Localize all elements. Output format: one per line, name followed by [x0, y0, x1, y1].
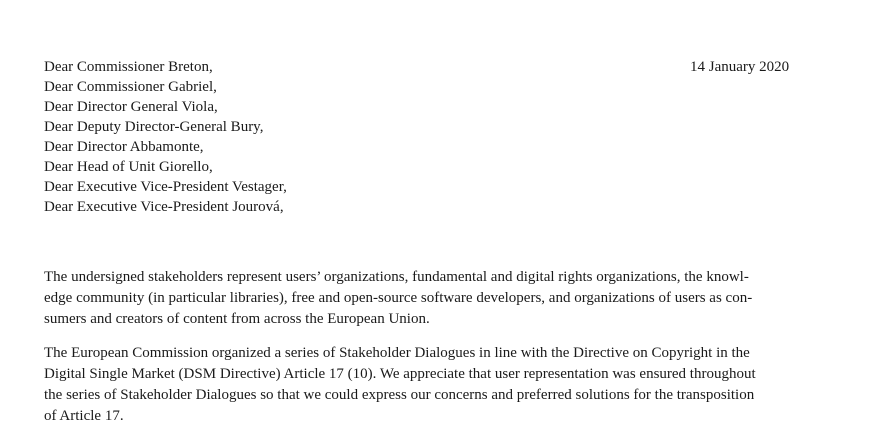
- salutation-line: Dear Head of Unit Giorello,: [44, 159, 213, 175]
- salutation-list: [44, 57, 644, 217]
- salutation-line: Dear Commissioner Gabriel,: [44, 79, 217, 95]
- salutation-line: Dear Director General Viola,: [44, 99, 218, 115]
- salutation-line: Dear Executive Vice-President Jourová,: [44, 199, 284, 215]
- salutation-line: Dear Director Abbamonte,: [44, 139, 204, 155]
- salutation-line: Dear Commissioner Breton,: [44, 59, 213, 75]
- paragraph-line: of Article 17.: [44, 408, 124, 424]
- paragraph-line: the series of Stakeholder Dialogues so that we could express our concerns and preferred solutions for the transposition: [44, 387, 755, 403]
- body-paragraph-dialogues: [44, 343, 756, 427]
- paragraph-line: Digital Single Market (DSM Directive) Article 17 (10). We appreciate that user representation was ensured throughout: [44, 366, 756, 382]
- paragraph-line: sumers and creators of content from across the European Union.: [44, 311, 430, 327]
- letter-date: 14 January 2020: [690, 59, 790, 75]
- paragraph-line: edge community (in particular libraries), free and open-source software developers, and organizations of users as con-: [44, 290, 753, 306]
- salutation-line: Dear Deputy Director-General Bury,: [44, 119, 264, 135]
- paragraph-line: The European Commission organized a series of Stakeholder Dialogues in line with the Directive on Copyright in the: [44, 345, 750, 361]
- salutation-line: Dear Executive Vice-President Vestager,: [44, 179, 287, 195]
- body-paragraph-stakeholders: [44, 267, 752, 330]
- paragraph-line: The undersigned stakeholders represent users’ organizations, fundamental and digital rights organizations, the knowl-: [44, 269, 749, 285]
